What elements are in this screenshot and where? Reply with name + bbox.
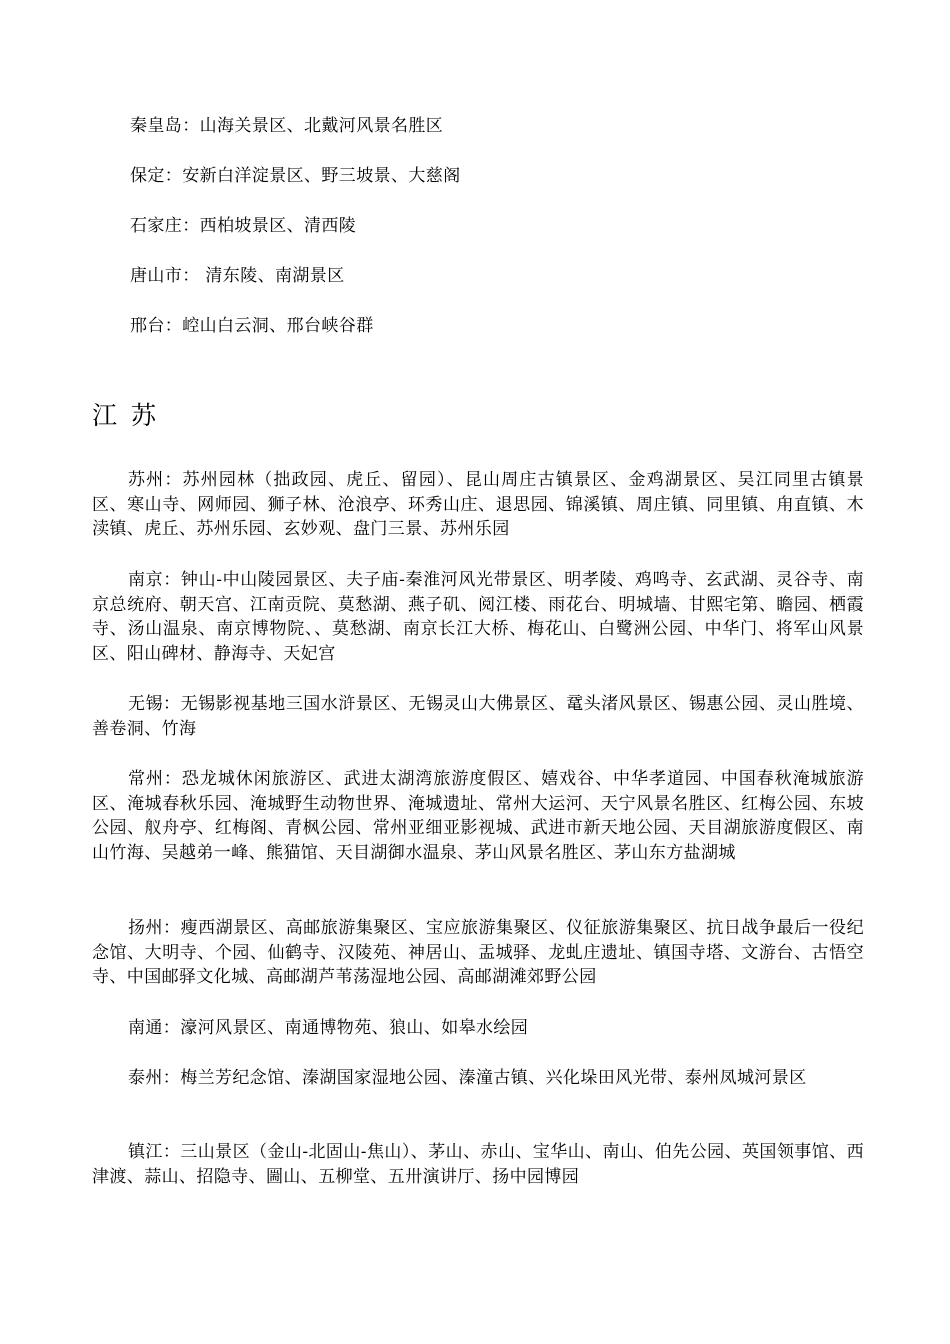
qinhuangdao-line: 秦皇岛：山海关景区、北戴河风景名胜区	[130, 116, 444, 136]
xingtai-line: 邢台：崆山白云洞、邢台峡谷群	[130, 316, 374, 336]
yangzhou-paragraph: 扬州：瘦西湖景区、高邮旅游集聚区、宝应旅游集聚区、仪征旅游集聚区、抗日战争最后一役纪念馆、大明寺、个园、仙鹤寺、汉陵苑、神居山、盂城驿、龙虬庄遗址、镇国寺塔、文游台、古悟空寺、中国邮驿文化城、高邮湖芦苇荡湿地公园、高邮湖滩郊野公园	[92, 918, 864, 987]
section-heading-jiangsu: 江苏	[92, 401, 171, 430]
wuxi-paragraph: 无锡：无锡影视基地三国水浒景区、无锡灵山大佛景区、鼋头渚风景区、锡惠公园、灵山胜境、善卷洞、竹海	[92, 694, 864, 739]
zhenjiang-paragraph: 镇江：三山景区（金山-北固山-焦山）、茅山、赤山、宝华山、南山、伯先公园、英国领事馆、西津渡、蒜山、招隐寺、圌山、五柳堂、五卅演讲厅、扬中园博园	[92, 1142, 864, 1187]
baoding-line: 保定：安新白洋淀景区、野三坡景、大慈阁	[130, 166, 461, 186]
shijiazhuang-line: 石家庄：西柏坡景区、清西陵	[130, 216, 357, 236]
nanjing-paragraph: 南京：钟山-中山陵园景区、夫子庙-秦淮河风光带景区、明孝陵、鸡鸣寺、玄武湖、灵谷寺、南京总统府、朝天宫、江南贡院、莫愁湖、燕子矶、阅江楼、雨花台、明城墙、甘熙宅第、瞻园、栖霞寺、汤山温泉、南京博物院、、莫愁湖、南京长江大桥、梅花山、白鹭洲公园、中华门、将军山风景区、阳山碑材、静海寺、天妃宫	[92, 570, 864, 664]
tangshan-line: 唐山市： 清东陵、南湖景区	[130, 266, 345, 286]
taizhou-paragraph: 泰州：梅兰芳纪念馆、溱湖国家湿地公园、溱潼古镇、兴化垛田风光带、泰州凤城河景区	[128, 1068, 807, 1088]
suzhou-paragraph: 苏州：苏州园林（拙政园、虎丘、留园）、昆山周庄古镇景区、金鸡湖景区、吴江同里古镇景区、寒山寺、网师园、狮子林、沧浪亭、环秀山庄、退思园、锦溪镇、周庄镇、同里镇、甪直镇、木渎镇、虎丘、苏州乐园、玄妙观、盘门三景、苏州乐园	[92, 470, 864, 539]
nantong-paragraph: 南通：濠河风景区、南通博物苑、狼山、如皋水绘园	[128, 1018, 529, 1038]
changzhou-paragraph: 常州：恐龙城休闲旅游区、武进太湖湾旅游度假区、嬉戏谷、中华孝道园、中国春秋淹城旅游区、淹城春秋乐园、淹城野生动物世界、淹城遗址、常州大运河、天宁风景名胜区、红梅公园、东坡公园、舣舟亭、红梅阁、青枫公园、常州亚细亚影视城、武进市新天地公园、天目湖旅游度假区、南山竹海、吴越弟一峰、熊猫馆、天目湖御水温泉、茅山风景名胜区、茅山东方盐湖城	[92, 769, 864, 863]
